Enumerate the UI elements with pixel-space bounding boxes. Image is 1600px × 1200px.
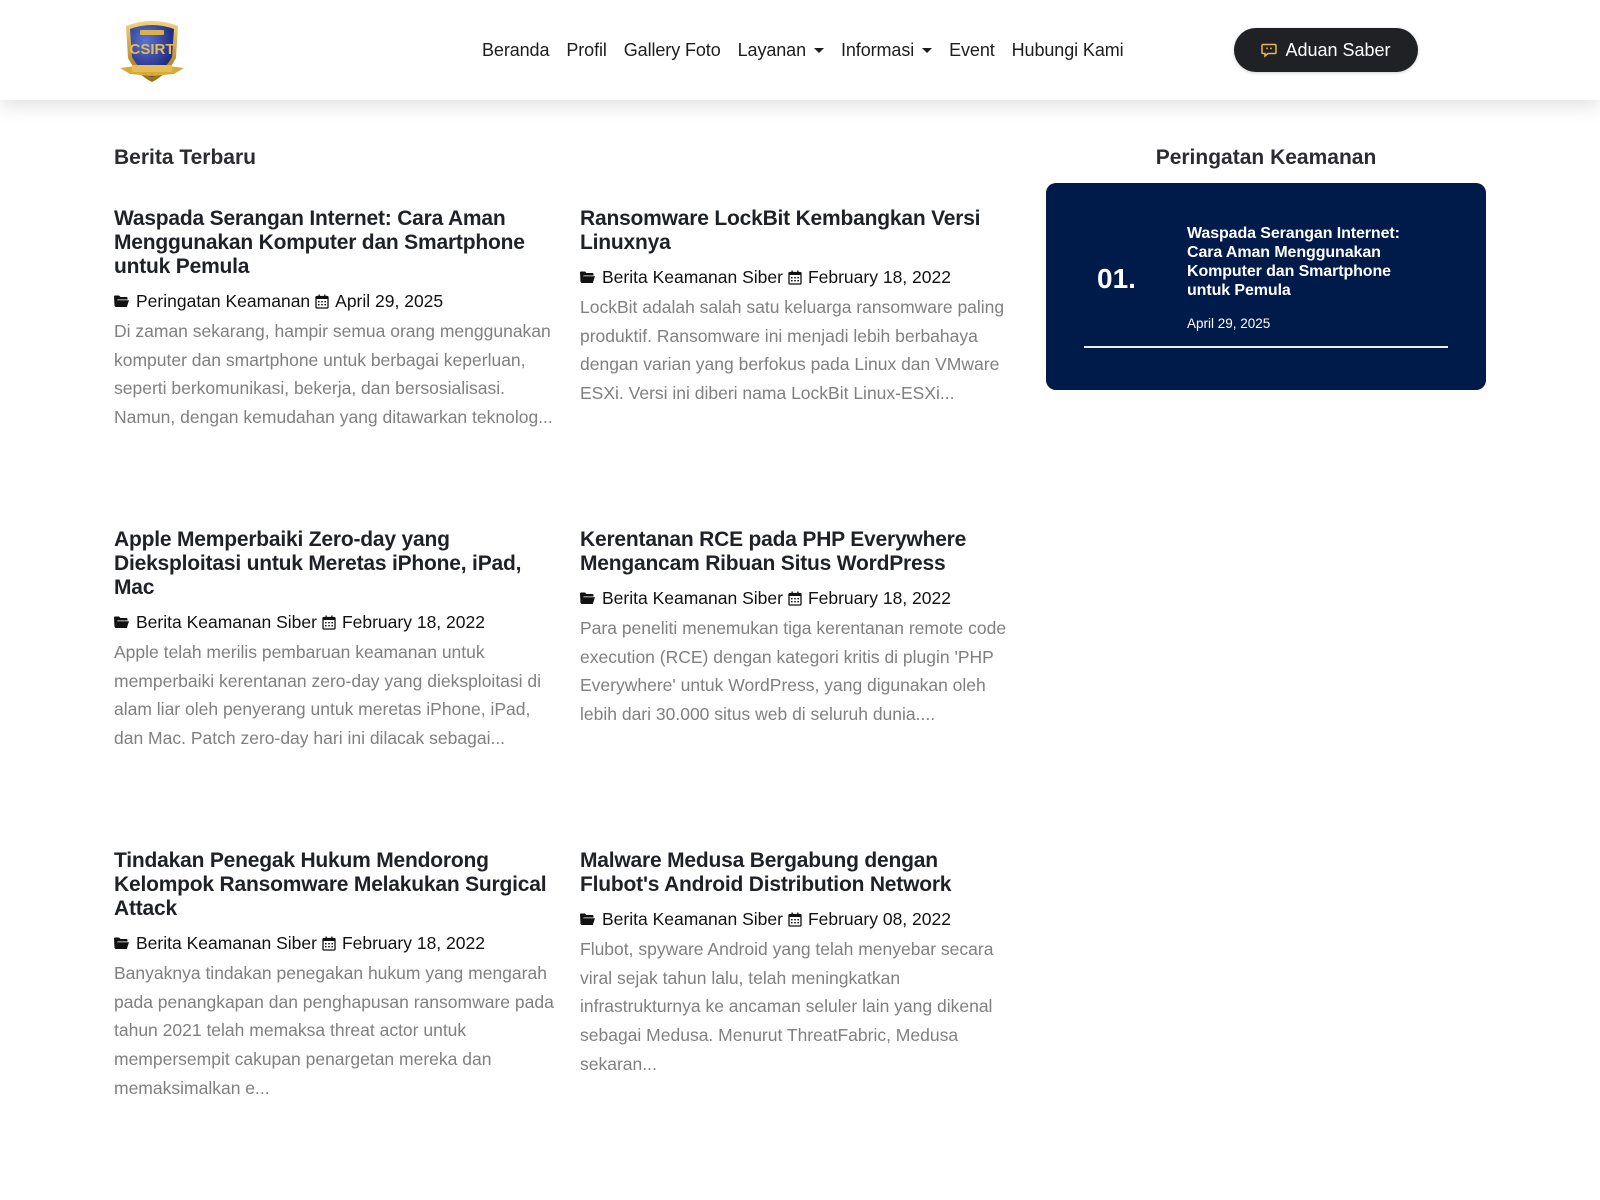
article-date: April 29, 2025 <box>335 291 444 311</box>
article-meta <box>114 289 556 313</box>
sidebar-title-peringatan-keamanan: Peringatan Keamanan <box>1155 146 1377 169</box>
alert-divider <box>1084 346 1448 348</box>
article-excerpt: LockBit adalah salah satu keluarga ransomware paling produktif. Ransomware ini menjadi lebih berbahaya dengan varian yang berfokus pada Linux dan VMware ESXi. Versi ini diberi nama LockBit Linux-ESXi... <box>580 297 1005 404</box>
article-meta <box>580 586 1022 610</box>
calendar-icon <box>788 912 802 927</box>
nav-label: Informasi <box>841 40 915 60</box>
article-title-link[interactable]: Ransomware LockBit Kembangkan Versi Linuxnya <box>580 207 981 254</box>
article-category-link[interactable]: Berita Keamanan Siber <box>602 267 783 287</box>
article-meta <box>580 265 1022 289</box>
folder-open-icon <box>580 913 595 926</box>
nav-informasi-dropdown[interactable] <box>833 36 941 64</box>
alert-rank-number: 01. <box>1097 263 1136 294</box>
main-nav <box>482 36 1132 64</box>
article-excerpt: Banyaknya tindakan penegakan hukum yang mengarah pada penangkapan dan penghapusan ransomware pada tahun 2021 telah memaksa threat actor untuk mempersempit cakupan penargetan mereka dan memaksimalkan e... <box>114 963 554 1098</box>
article-category-link[interactable]: Berita Keamanan Siber <box>602 909 783 929</box>
folder-open-icon <box>114 937 129 950</box>
article-title-link[interactable]: Malware Medusa Bergabung dengan Flubot's Android Distribution Network <box>580 849 952 896</box>
csirt-logo[interactable] <box>116 14 188 86</box>
calendar-icon <box>322 936 336 951</box>
chat-alert-icon <box>1261 42 1277 58</box>
folder-open-icon <box>580 592 595 605</box>
nav-label: Gallery Foto <box>623 40 721 60</box>
article-date: February 08, 2022 <box>807 909 951 929</box>
article-category-link[interactable]: Berita Keamanan Siber <box>136 612 317 632</box>
article-meta <box>114 931 556 955</box>
article-date: February 18, 2022 <box>807 267 951 287</box>
nav-hubungi-kami[interactable] <box>1003 36 1132 64</box>
nav-label: Layanan <box>737 40 806 60</box>
article-title-link[interactable]: Waspada Serangan Internet: Cara Aman Menggunakan Komputer dan Smartphone untuk Pemula <box>114 207 525 278</box>
aduan-saber-label: Aduan Saber <box>1285 39 1391 60</box>
nav-beranda[interactable] <box>482 36 558 64</box>
site-header <box>0 0 1600 100</box>
article-date: February 18, 2022 <box>341 612 485 632</box>
article-card <box>114 849 556 1103</box>
article-excerpt: Para peneliti menemukan tiga kerentanan remote code execution (RCE) dengan kategori kritis di plugin 'PHP Everywhere' untuk WordPress, yang digunakan oleh lebih dari 30.000 situs web di seluruh dunia.... <box>580 618 1007 725</box>
article-date: February 18, 2022 <box>341 933 485 953</box>
article-meta <box>580 907 1022 931</box>
nav-label: Event <box>949 40 995 60</box>
calendar-icon <box>315 294 329 309</box>
folder-open-icon <box>580 271 595 284</box>
article-title-link[interactable]: Apple Memperbaiki Zero-day yang Dieksploitasi untuk Meretas iPhone, iPad, Mac <box>114 528 522 599</box>
article-card <box>114 528 556 753</box>
section-title-berita-terbaru: Berita Terbaru <box>114 146 256 169</box>
alert-date: April 29, 2025 <box>1187 316 1271 331</box>
article-excerpt: Apple telah merilis pembaruan keamanan untuk memperbaiki kerentanan zero-day yang dieksploitasi di alam liar oleh penyerang untuk meretas iPhone, iPad, dan Mac. Patch zero-day hari ini dilacak sebagai... <box>114 642 542 749</box>
alert-title-link[interactable]: Waspada Serangan Internet: Cara Aman Menggunakan Komputer dan Smartphone untuk Pemula <box>1187 225 1400 299</box>
folder-open-icon <box>114 295 129 308</box>
article-date: February 18, 2022 <box>807 588 951 608</box>
shield-logo-icon <box>116 14 188 86</box>
nav-label: Hubungi Kami <box>1011 40 1124 60</box>
caret-down-icon <box>922 48 932 53</box>
article-excerpt: Flubot, spyware Android yang telah menyebar secara viral sejak tahun lalu, telah meningkatkan infrastrukturnya ke ancaman seluler lain yang dikenal sebagai Medusa. Menurut ThreatFabric, Medusa sekaran... <box>580 939 994 1074</box>
article-title-link[interactable]: Tindakan Penegak Hukum Mendorong Kelompok Ransomware Melakukan Surgical Attack <box>114 849 547 920</box>
article-card <box>580 207 1022 408</box>
nav-layanan-dropdown[interactable] <box>729 36 832 64</box>
article-excerpt: Di zaman sekarang, hampir semua orang menggunakan komputer dan smartphone untuk berbagai keperluan, seperti berkomunikasi, bekerja, dan bersosialisasi. Namun, dengan kemudahan yang ditawarkan teknolog... <box>114 321 553 428</box>
article-category-link[interactable]: Peringatan Keamanan <box>136 291 311 311</box>
article-card <box>580 528 1022 729</box>
calendar-icon <box>322 615 336 630</box>
calendar-icon <box>788 270 802 285</box>
nav-label: Profil <box>566 40 607 60</box>
article-category-link[interactable]: Berita Keamanan Siber <box>136 933 317 953</box>
nav-gallery-foto[interactable] <box>615 36 729 64</box>
svg-text:CSIRT: CSIRT <box>129 41 175 58</box>
nav-profil[interactable] <box>558 36 615 64</box>
article-title-link[interactable]: Kerentanan RCE pada PHP Everywhere Mengancam Ribuan Situs WordPress <box>580 528 967 575</box>
caret-down-icon <box>814 48 824 53</box>
nav-event[interactable] <box>941 36 1004 64</box>
aduan-saber-button[interactable] <box>1234 28 1418 72</box>
article-category-link[interactable]: Berita Keamanan Siber <box>602 588 783 608</box>
article-card <box>580 849 1022 1079</box>
article-meta <box>114 610 556 634</box>
folder-open-icon <box>114 616 129 629</box>
calendar-icon <box>788 591 802 606</box>
security-alert-card <box>1046 183 1486 390</box>
nav-label: Beranda <box>482 40 550 60</box>
article-card <box>114 207 556 432</box>
